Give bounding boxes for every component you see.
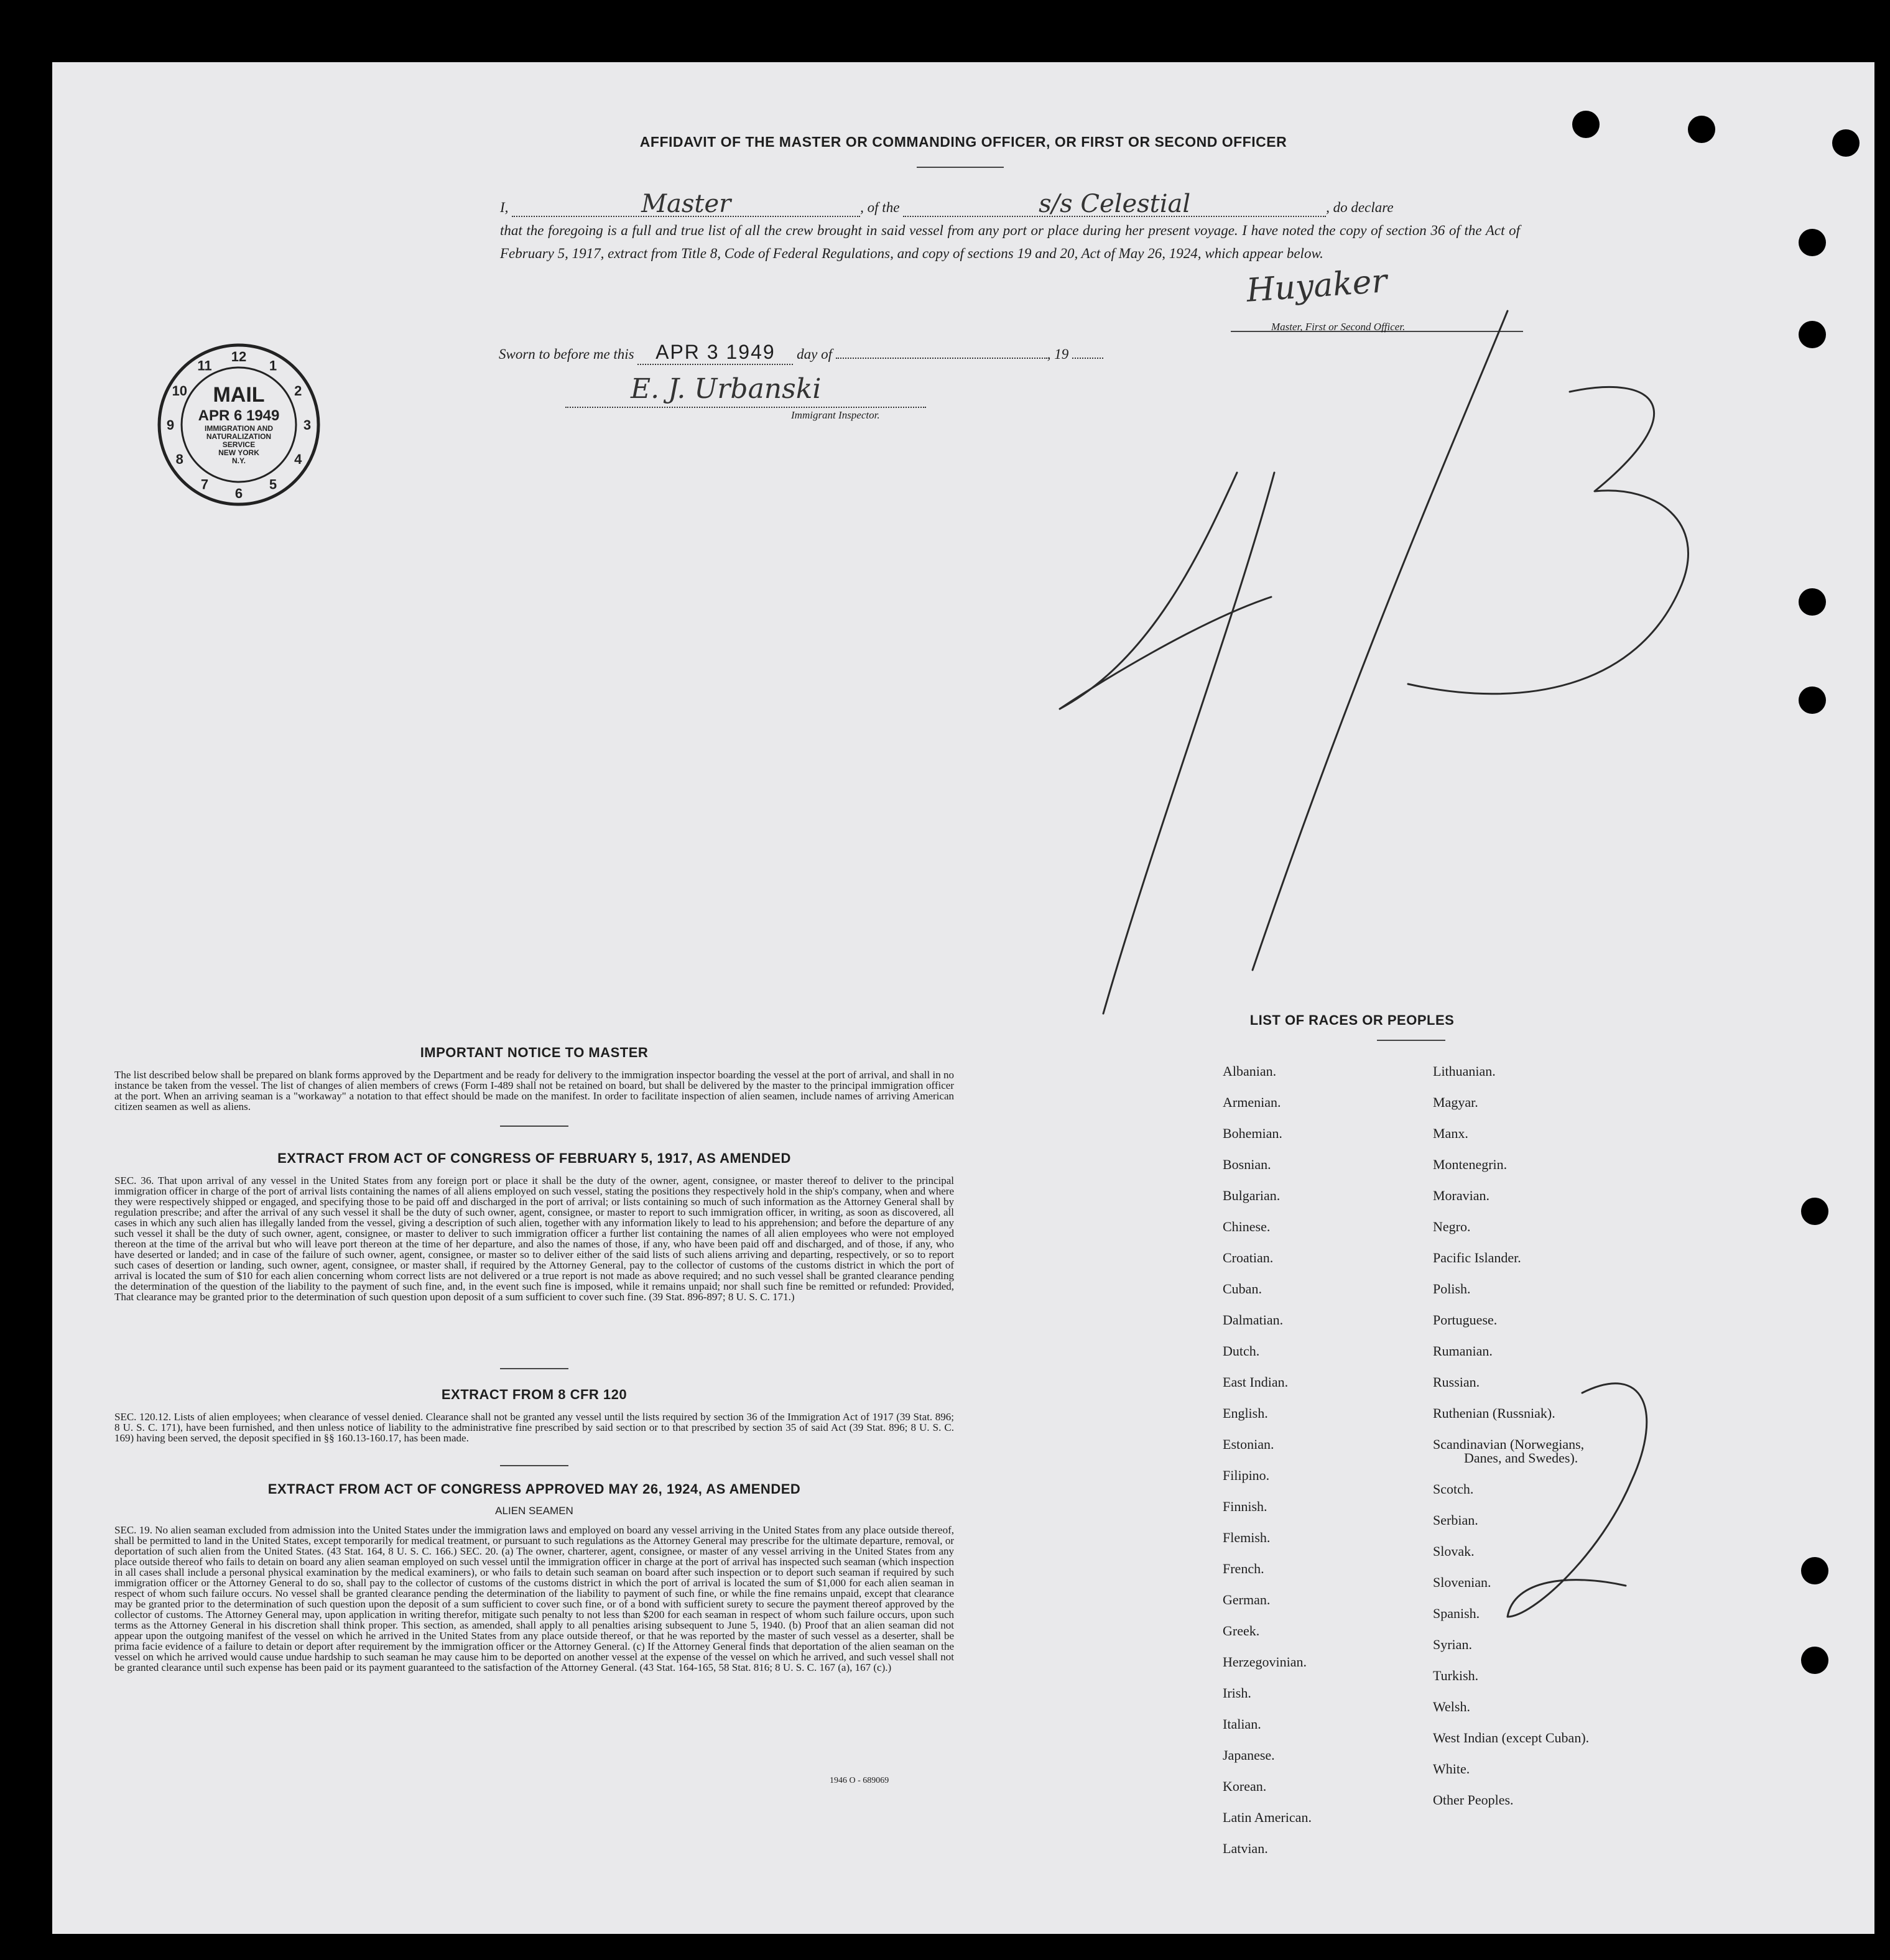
punch-hole: [1799, 321, 1826, 348]
print-code: 1946 O - 689069: [830, 1776, 889, 1785]
extract-cfr-title: EXTRACT FROM 8 CFR 120: [441, 1387, 628, 1402]
race-item: Bohemian.: [1223, 1126, 1282, 1141]
master-name-field[interactable]: Master: [512, 193, 860, 217]
race-item: Herzegovinian.: [1223, 1654, 1307, 1670]
stamp-ring-number: 3: [303, 417, 312, 433]
stamp-mail: MAIL: [213, 383, 265, 407]
punch-hole: [1688, 116, 1715, 143]
stamp-ring-number: 11: [197, 358, 212, 374]
race-item: Negro.: [1433, 1219, 1471, 1234]
race-item: Manx.: [1433, 1126, 1468, 1141]
race-item: Polish.: [1433, 1281, 1471, 1297]
extract-1924-subtitle: ALIEN SEAMEN: [495, 1505, 573, 1517]
stamp-ring-number: 4: [294, 451, 302, 467]
stamp-ring-number: 2: [294, 383, 302, 399]
numeral-1: [1253, 311, 1508, 970]
race-item: Slovenian.: [1433, 1574, 1491, 1590]
stamp-date: APR 6 1949: [198, 407, 280, 424]
stamp-ring-number: 10: [172, 383, 187, 399]
sworn-prefix: Sworn to before me this: [499, 346, 634, 362]
punch-hole: [1801, 1647, 1828, 1674]
race-item: French.: [1223, 1561, 1264, 1576]
race-item: Japanese.: [1223, 1747, 1275, 1763]
race-item: Korean.: [1223, 1778, 1267, 1794]
numeral-3: [1408, 387, 1688, 693]
race-item: Magyar.: [1433, 1094, 1478, 1110]
inspector-caption: Immigrant Inspector.: [791, 409, 880, 421]
race-item: Russian.: [1433, 1374, 1480, 1390]
race-item: Moravian.: [1433, 1188, 1490, 1203]
extract-1924-body: SEC. 19. No alien seaman excluded from admission into the United States under the immigration laws and employed on board any vessel arriving in the United States from any place outside thereof, shall be permitted to land in the United States, except temporarily for medical treatment, or pursuant to such regulations as the Attorney General may prescribe for the ultimate departure, removal, or deportation of such alien from the United States. (43 Stat. 164, 8 U. S. C. 166.) SEC. 20. (a) The owner, charterer, agent, consignee, or master of any vessel arriving in the United States from any place outside thereof who fails to detain on board any alien seaman employed on such vessel until the immigration officer in charge at the port of arrival has inspected such seaman (which inspection in all cases shall include a personal physical examination by the medical examiners), or who fails to detain such seaman on board after such inspection or to deport such seaman if required by such immigration officer or the Attorney General to do so, shall pay to the collector of customs of the customs district in which the port of arrival is located the sum of $1,000 for each alien seaman in respect of whom such failure occurs. No vessel shall be granted clearance pending the determination of the liability to payment of such fine, or while the fine remains unpaid, except that clearance may be granted prior to the determination of such question upon the deposit of a sum sufficient to cover such fine, or of a bond with sufficient surety to secure the payment thereof approved by the collector of customs. The Attorney General may, upon application in writing therefor, mitigate such penalty to not less than $200 for each seaman in respect of whom such failure occurs, upon such terms as the Attorney General in his discretion shall think proper. This section, as amended, shall apply to all penalties arising subsequent to June 5, 1940. (b) Proof that an alien seaman did not appear upon the outgoing manifest of the vessel on which he arrived in the United States from any place outside thereof, or that he was reported by the master of such vessel as a deserter, shall be prima facie evidence of a failure to detain or deport after requirement by the immigration officer or the Attorney General. (c) If the Attorney General finds that deportation of the alien seaman on the vessel on which he arrived would cause undue hardship to such seaman he may cause him to be deported on another vessel at the expense of the vessel on which he arrived, and such vessel shall not be granted clearance until such expense has been paid or its payment guaranteed to the satisfaction of the Attorney General. (43 Stat. 164-165, 58 Stat. 816; 8 U. S. C. 167 (a), 167 (c).): [114, 1524, 954, 1673]
affidavit-title: AFFIDAVIT OF THE MASTER OR COMMANDING OFFICER, OR FIRST OR SECOND OFFICER: [639, 134, 1287, 150]
race-item: Syrian.: [1433, 1637, 1472, 1652]
extract-1917-body: SEC. 36. That upon arrival of any vessel in the United States from any foreign port or place it shall be the duty of the owner, agent, consignee, or master thereof to deliver to the principal immigration officer in charge of the port of arrival lists containing the names of all aliens employed on such vessel, stating the positions they respectively hold in the ship's company, when and where they were respectively shipped or engaged, and specifying those to be paid off and discharged in the port of arrival; or lists containing so much of such information as the Attorney General shall by regulation prescribe; and after the arrival of any such vessel it shall be the duty of such owner, agent, consignee, or master to report to such immigration officer, in writing, as soon as discovered, all cases in which any such alien has illegally landed from the vessel, giving a description of such alien, together with any information likely to lead to his apprehension; and before the departure of any such vessel it shall be the duty of such owner, agent, consignee, or master to deliver to such immigration officer a further list containing the names of all alien employees who were not employed thereon at the time of the arrival but who will leave port thereon at the time of her departure, and also the names of those, if any, who have been paid off and discharged, and of those, if any, who have deserted or landed; and in case of the failure of such owner, agent, consignee, or master so to deliver either of the said lists of such aliens arriving and departing, respectively, or so to report such cases of desertion or landing, such owner, agent, consignee, or master shall, if required by the Attorney General, pay to the collector of customs of the customs district in which the port of arrival is located the sum of $10 for each alien concerning whom correct lists are not delivered or a true report is not made as above required; and no such vessel shall be granted clearance pending the determination of the question of the liability to the payment of such fine, and, in the event such fine is imposed, while it remains unpaid; nor shall such fine be remitted or refunded: Provided, That clearance may be granted prior to the determination of such question upon deposit of a sum sufficient to cover such fine. (39 Stat. 896-897; 8 U. S. C. 171.): [114, 1175, 954, 1303]
stamp-ring-number: 9: [166, 417, 175, 433]
sworn-day-of: day of: [797, 346, 832, 362]
races-title: LIST OF RACES OR PEOPLES: [1249, 1012, 1455, 1028]
race-item: Portuguese.: [1433, 1312, 1498, 1328]
notice-body: The list described below shall be prepared on blank forms approved by the Department and be ready for delivery to the immigration inspector boarding the vessel at the port of arrival, and shall in no instance be taken from the vessel. The list of changes of alien members of crews (Form I-489 shall not be retained on board, but shall be delivered by the master to the principal immigration officer at the port. When an arriving seaman is a "workaway" a notation to that effect should be made on the manifest. In order to facilitate inspection of alien seamen, include names of arriving American citizen seamen as well as aliens.: [114, 1069, 954, 1112]
race-item: Cuban.: [1223, 1281, 1262, 1297]
race-item: White.: [1433, 1761, 1470, 1777]
master-signature: Huyaker: [1245, 262, 1389, 310]
sworn-year: , 19: [1047, 346, 1069, 362]
punch-hole: [1801, 1198, 1828, 1225]
race-item: Filipino.: [1223, 1468, 1270, 1483]
race-item: Pacific Islander.: [1433, 1250, 1521, 1265]
race-item: Montenegrin.: [1433, 1157, 1508, 1172]
race-item: Chinese.: [1223, 1219, 1271, 1234]
stamp-service: SERVICE: [222, 440, 256, 449]
race-item: Rumanian.: [1433, 1343, 1493, 1359]
race-item: Irish.: [1223, 1685, 1251, 1701]
race-item: Italian.: [1223, 1716, 1261, 1732]
race-item: Scotch.: [1433, 1481, 1474, 1497]
affidavit-suffix: , do declare: [1326, 200, 1394, 215]
stamp-ring-number: 7: [200, 476, 209, 492]
race-item: Latvian.: [1223, 1841, 1268, 1856]
extract-1917-rule: [500, 1368, 568, 1369]
race-item: Croatian.: [1223, 1250, 1274, 1265]
races-rule: [1377, 1040, 1445, 1041]
extract-1924-title: EXTRACT FROM ACT OF CONGRESS APPROVED MAY 26, 1924, AS AMENDED: [267, 1481, 801, 1497]
race-item: English.: [1223, 1405, 1268, 1421]
race-item: Estonian.: [1223, 1436, 1274, 1452]
race-item: Spanish.: [1433, 1606, 1480, 1621]
race-item: Greek.: [1223, 1623, 1260, 1639]
race-item: Lithuanian.: [1433, 1063, 1496, 1079]
document-sheet: [52, 62, 1874, 1934]
extract-cfr-rule: [500, 1465, 568, 1466]
race-item: German.: [1223, 1592, 1271, 1607]
signature-caption: Master, First or Second Officer.: [1271, 321, 1406, 333]
stamp-naturalization: NATURALIZATION: [206, 432, 272, 441]
race-item: Slovak.: [1433, 1543, 1475, 1559]
stamp-immigration: IMMIGRATION AND: [205, 424, 273, 433]
race-item: Bulgarian.: [1223, 1188, 1281, 1203]
punch-hole: [1801, 1557, 1828, 1584]
race-item: Dalmatian.: [1223, 1312, 1284, 1328]
stamp-state: N.Y.: [231, 456, 246, 465]
punch-hole: [1799, 686, 1826, 714]
stamp-ring-number: 12: [231, 349, 247, 364]
vessel-name-field[interactable]: s/s Celestial: [903, 193, 1326, 217]
stamp-ring-number: 8: [175, 451, 183, 467]
race-item: Finnish.: [1223, 1499, 1267, 1514]
notice-rule: [500, 1126, 568, 1127]
sworn-date-field[interactable]: APR 3 1949: [637, 341, 793, 365]
affidavit-mid: , of the: [860, 200, 900, 215]
race-item: Albanian.: [1223, 1063, 1277, 1079]
stamp-ring-number: 1: [269, 358, 277, 374]
punch-hole: [1799, 588, 1826, 616]
race-item: Serbian.: [1433, 1512, 1478, 1528]
race-item: Danes, and Swedes).: [1464, 1450, 1578, 1466]
race-item: Welsh.: [1433, 1699, 1470, 1714]
race-item: Other Peoples.: [1433, 1792, 1514, 1808]
stamp-ring-number: 5: [269, 476, 277, 492]
affidavit-body: that the foregoing is a full and true list of all the crew brought in said vessel from any port or place during her present voyage. I have noted the copy of section 36 of the Act of February 5, 1917, extract from Title 8, Code of Federal Regulations, and copy of sections 19 and 20, Act of May 26, 1924, which appear below.: [500, 223, 1520, 261]
race-item: Scandinavian (Norwegians,: [1433, 1436, 1585, 1452]
inspector-signature: E. J. Urbanski: [631, 373, 822, 405]
race-item: Bosnian.: [1223, 1157, 1271, 1172]
race-item: Latin American.: [1223, 1810, 1312, 1825]
race-item: West Indian (except Cuban).: [1433, 1730, 1590, 1745]
stamp-city: NEW YORK: [218, 448, 259, 457]
race-item: Flemish.: [1223, 1530, 1271, 1545]
numeral-4-stem: [1103, 473, 1274, 1014]
race-item: Armenian.: [1223, 1094, 1281, 1110]
affidavit-prefix: I,: [500, 200, 509, 215]
race-item: Dutch.: [1223, 1343, 1260, 1359]
punch-hole: [1799, 229, 1826, 256]
extract-1917-title: EXTRACT FROM ACT OF CONGRESS OF FEBRUARY 5, 1917, AS AMENDED: [277, 1150, 791, 1166]
punch-hole: [1572, 111, 1600, 138]
race-item: Ruthenian (Russniak).: [1433, 1405, 1555, 1421]
punch-hole: [1832, 129, 1860, 157]
extract-cfr-body: SEC. 120.12. Lists of alien employees; when clearance of vessel denied. Clearance shall not be granted any vessel until the lists required by section 36 of the Immigration Act of 1917 (39 Stat. 896; 8 U. S. C. 171), have been furnished, and then unless notice of liability to the administrative fine prescribed by said section or to that prescribed by section 35 of said Act (39 Stat. 896; 8 U. S. C. 169) having been served, the deposit specified in §§ 160.13-160.17, has been made.: [114, 1411, 954, 1444]
race-item: Turkish.: [1433, 1668, 1479, 1683]
notice-title: IMPORTANT NOTICE TO MASTER: [420, 1045, 649, 1060]
race-item: East Indian.: [1223, 1374, 1289, 1390]
stamp-ring-number: 6: [234, 486, 243, 501]
